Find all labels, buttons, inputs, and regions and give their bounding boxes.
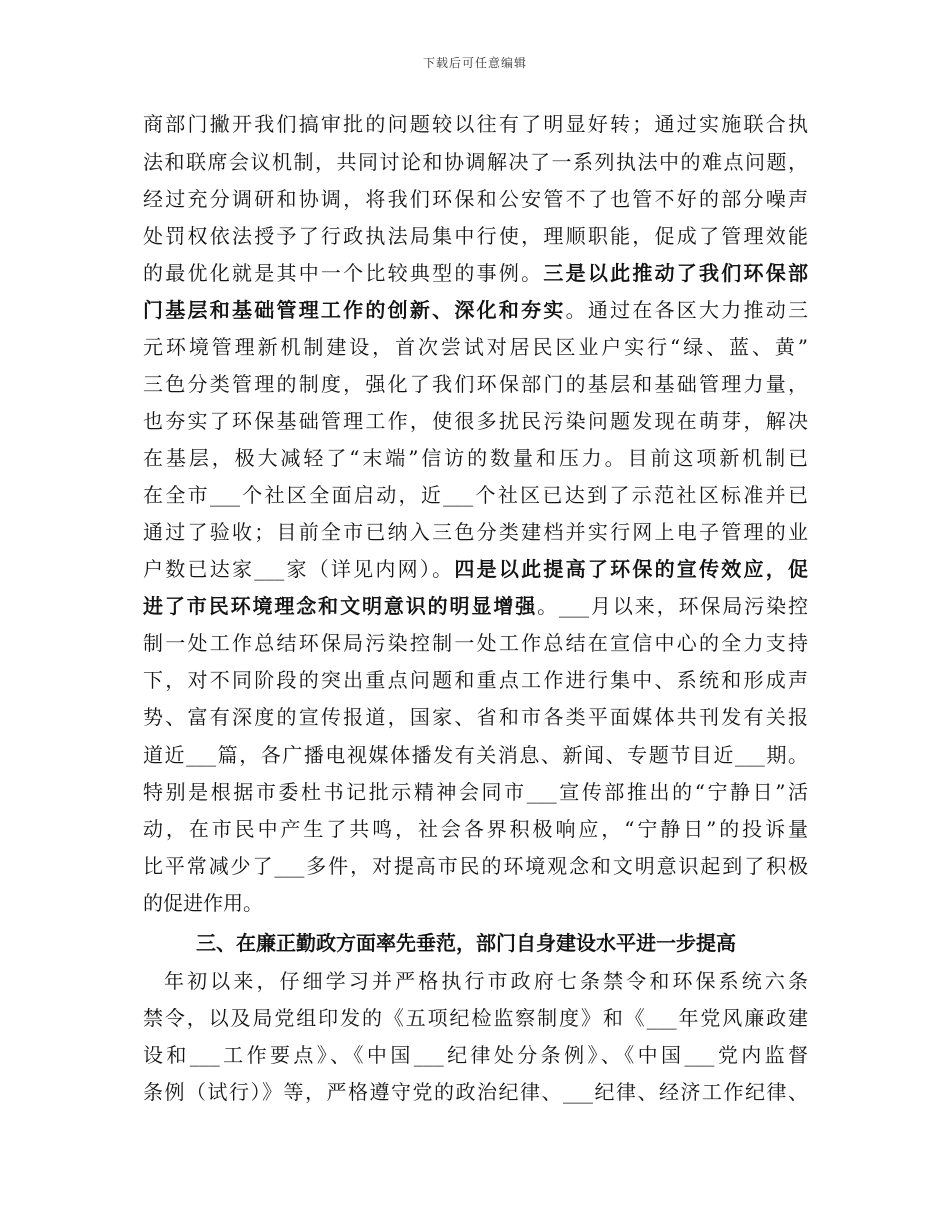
text-line: [143, 631, 808, 655]
text-line: [143, 1043, 808, 1067]
text-line: [143, 891, 263, 915]
text-line: [143, 187, 808, 211]
text-line: [143, 1006, 808, 1030]
bold-text: 四是以此提高了环保的宣传效应，促: [454, 557, 809, 581]
text-run: 经过充分调研和协调，将我们环保和公安管不了也管不好的部分噪声: [143, 187, 808, 211]
text-run: 的最优化就是其中一个比较典型的事例。: [143, 261, 544, 285]
text-line: [143, 261, 808, 285]
text-run: 户数已达家___家（详见内网）。: [143, 557, 455, 581]
text-line: [143, 372, 808, 396]
text-line: [143, 594, 808, 618]
text-run: 制一处工作总结环保局污染控制一处工作总结在宣信中心的全力支持: [143, 631, 808, 655]
text-run: 元环境管理新机制建设，首次尝试对居民区业户实行“绿、蓝、黄”: [143, 335, 808, 359]
text-line: [143, 520, 808, 544]
text-run: 下，对不同阶段的突出重点问题和重点工作进行集中、系统和形成声: [143, 668, 808, 692]
text-line: [143, 150, 808, 174]
text-line: [164, 969, 808, 993]
text-line: [143, 817, 808, 841]
text-line: [143, 557, 808, 581]
text-run: 特别是根据市委杜书记批示精神会同市___宣传部推出的“宁静日”活: [143, 780, 808, 804]
text-run: 。___月以来，环保局污染控: [537, 594, 809, 618]
text-run: 势、富有深度的宣传报道，国家、省和市各类平面媒体共刊发有关报: [143, 705, 808, 729]
text-line: [143, 409, 808, 433]
text-run: 在全市___个社区全面启动，近___个社区已达到了示范社区标准并已: [143, 483, 808, 507]
text-line: [143, 483, 808, 507]
text-run: 禁令，以及局党组印发的《五项纪检监察制度》和《___年党风廉政建: [143, 1006, 808, 1030]
text-run: 在基层，极大减轻了“末端”信访的数量和压力。目前这项新机制已: [143, 446, 808, 470]
bold-text: 进了市民环境理念和文明意识的明显增强: [143, 594, 538, 618]
text-line: [143, 224, 808, 248]
text-run: 法和联席会议机制，共同讨论和协调解决了一系列执法中的难点问题，: [143, 150, 808, 174]
text-run: 处罚权依法授予了行政执法局集中行使，理顺职能，促成了管理效能: [143, 224, 808, 248]
text-run: 商部门撇开我们搞审批的问题较以往有了明显好转；通过实施联合执: [143, 112, 808, 136]
text-run: 。通过在各区大力推动三: [565, 298, 809, 322]
text-line: [143, 780, 808, 804]
bold-text: 门基层和基础管理工作的创新、深化和夯实: [143, 298, 566, 322]
text-line: [143, 298, 808, 322]
text-line: [143, 1080, 808, 1104]
text-run: 也夯实了环保基础管理工作，使很多扰民污染问题发现在萌芽，解决: [143, 409, 808, 433]
text-line: [196, 931, 736, 955]
page-header: 下载后可任意编辑: [422, 56, 527, 70]
text-line: [143, 112, 808, 136]
text-run: 通过了验收；目前全市已纳入三色分类建档并实行网上电子管理的业: [143, 520, 808, 544]
text-run: 动，在市民中产生了共鸣，社会各界积极响应，“宁静日”的投诉量: [143, 817, 808, 841]
bold-text: 三、在廉正勤政方面率先垂范，部门自身建设水平进一步提高: [196, 931, 736, 955]
text-line: [143, 743, 808, 767]
text-run: 三色分类管理的制度，强化了我们环保部门的基层和基础管理力量，: [143, 372, 808, 396]
text-line: [143, 854, 808, 878]
text-line: [143, 335, 808, 359]
text-run: 比平常减少了___多件，对提高市民的环境观念和文明意识起到了积极: [143, 854, 808, 878]
text-run: 的促进作用。: [143, 891, 263, 915]
text-line: [143, 705, 808, 729]
text-run: 年初以来，仔细学习并严格执行市政府七条禁令和环保系统六条: [164, 969, 808, 993]
text-run: 条例（试行）》等，严格遵守党的政治纪律、___纪律、经济工作纪律、: [143, 1080, 808, 1104]
text-line: [143, 668, 808, 692]
text-run: 道近___篇，各广播电视媒体播发有关消息、新闻、专题节目近___期。: [143, 743, 808, 767]
text-run: 设和___工作要点》、《中国___纪律处分条例》、《中国___党内监督: [143, 1043, 808, 1067]
bold-text: 三是以此推动了我们环保部: [543, 261, 809, 285]
text-line: [143, 446, 808, 470]
